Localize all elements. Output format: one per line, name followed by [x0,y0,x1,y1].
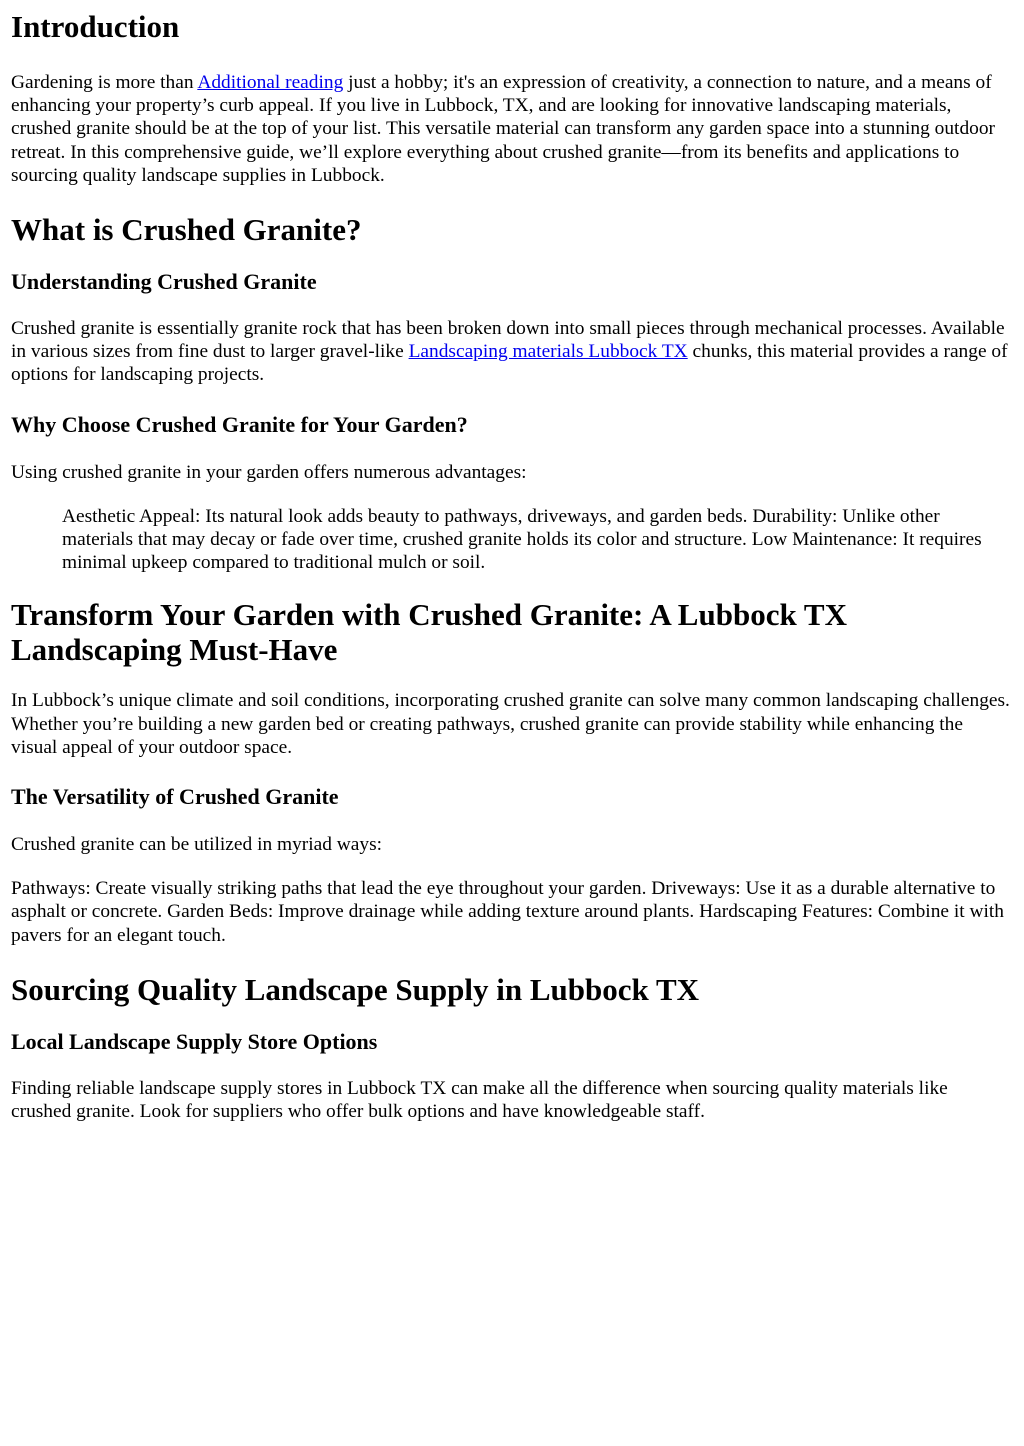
understanding-text-after-link: chunks, this material provides a range of options for landscaping projects. [11,341,1008,386]
sourcing-paragraph: Finding reliable landscape supply stores in Lubbock TX can make all the difference when sourcing quality materials like crushed granite. Look for suppliers who offer bulk options and have knowledgeable staff. [11,1077,948,1123]
sourcing-heading: Sourcing Quality Landscape Supply in Lubbock TX [11,971,700,1007]
intro-text-after-link: just a hobby; it's an expression of creativity, a connection to nature, and a means of enhancing your property’s curb appeal. If you live in Lubbock, TX, and are looking for innovative landscaping materials, crushed granite should be at the top of your list. This versatile material can transform any garden space into a stunning outdoor retreat. In this comprehensive guide, we’ll explore everything about crushed granite—from its benefits and applications to sourcing quality landscape supplies in Lubbock. [11,72,995,186]
what-is-heading: What is Crushed Granite? [11,212,362,248]
additional-reading-link[interactable]: Additional reading [197,72,344,93]
understanding-heading: Understanding Crushed Granite [11,269,317,295]
transform-paragraph: In Lubbock’s unique climate and soil conditions, incorporating crushed granite can solve many common landscaping challenges. Whether you’re building a new garden bed or creating pathways, crushed granite can provide stability while enhancing the visual appeal of your outdoor space. [11,690,1010,758]
understanding-text-before-link: Crushed granite is essentially granite rock that has been broken down into small pieces through mechanical processes. Available in various sizes from fine dust to larger gravel-like [11,318,1005,363]
why-choose-heading: Why Choose Crushed Granite for Your Garden? [11,411,468,437]
intro-paragraph [11,71,1012,187]
versatility-heading: The Versatility of Crushed Granite [11,784,339,810]
transform-heading: Transform Your Garden with Crushed Granite: A Lubbock TX Landscaping Must-Have [11,597,847,668]
understanding-paragraph [11,317,1012,387]
landscaping-materials-link[interactable]: Landscaping materials Lubbock TX [408,341,688,363]
why-choose-intro: Using crushed granite in your garden offers numerous advantages: [11,461,527,483]
intro-text-before-link: Gardening is more than [11,72,198,93]
intro-heading: Introduction [11,9,180,44]
advantages-quote: Aesthetic Appeal: Its natural look adds beauty to pathways, driveways, and garden beds. Durability: Unlike other materials that may decay or fade over time, crushed granite holds its color and structure. Low Maintenance: It requires minimal upkeep compared to traditional mulch or soil. [62,505,982,574]
versatility-paragraph: Pathways: Create visually striking paths that lead the eye throughout your garden. Driveways: Use it as a durable alternative to asphalt or concrete. Garden Beds: Improve drainage while adding texture around plants. Hardscaping Features: Combine it with pavers for an elegant touch. [11,878,1004,946]
versatility-intro: Crushed granite can be utilized in myriad ways: [11,834,383,856]
local-supply-heading: Local Landscape Supply Store Options [11,1028,378,1054]
